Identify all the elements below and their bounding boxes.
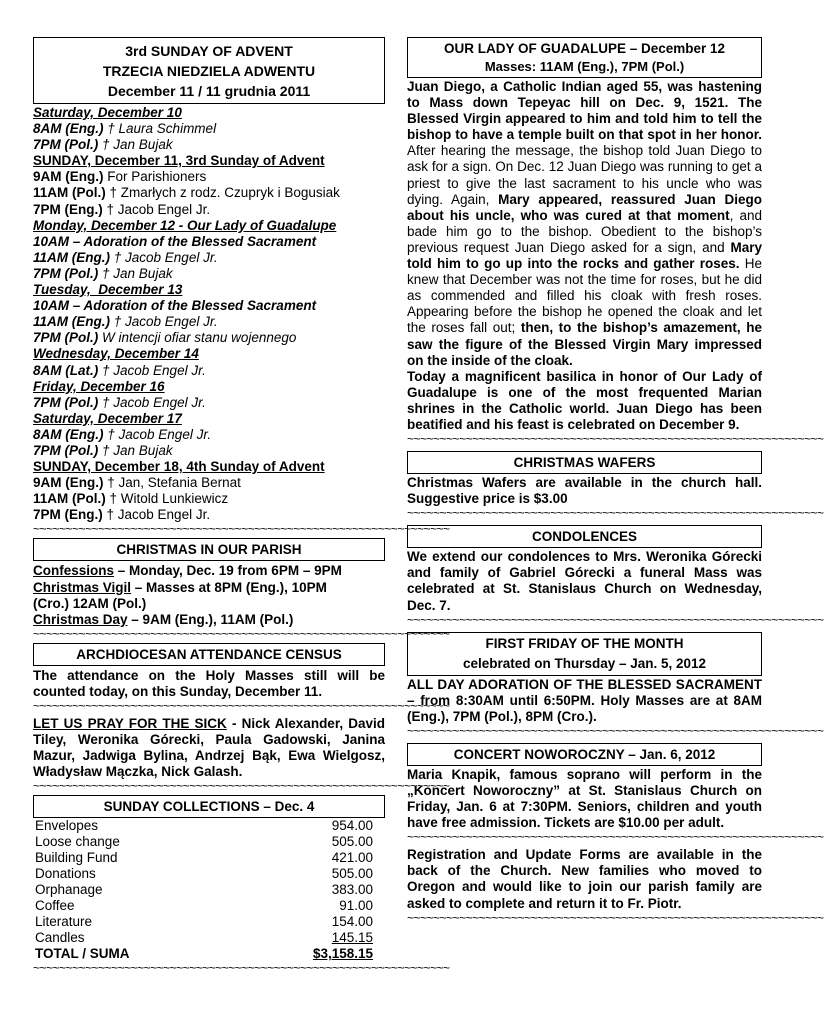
mass-intention: For Parishioners [107, 169, 207, 185]
mass-intention: † Laura Schimmel [107, 121, 217, 137]
first-friday-subtitle: celebrated on Thursday [462, 655, 616, 671]
day-heading: Saturday, December 10 [33, 105, 182, 120]
tilde-divider: ~~~~~~~~~~~~~~~~~~~~~~~~~~~~~~~~~~~~~~~~~~~~~~~~~~~~~~~~~~~~~~~~ [407, 830, 824, 845]
mass-time: 7PM (Eng.) [33, 507, 103, 523]
story-part: Mary told him to go up into the rocks and gather roses. [407, 239, 762, 272]
guadalupe-title: OUR LADY OF GUADALUPE [443, 41, 626, 56]
concert-text: Maria Knapik, famous soprano will perform in the „Koncert Noworoczny” at St. Stanislaus Church on Friday, Jan. 6 at 7:30PM. Seniors, children and youth have free admission. Tickets are $10.00 per adult. [407, 766, 762, 831]
mass-intention: † Zmarłych z rodz. Czupryk i Bogusiak [109, 185, 340, 201]
collections-date: – Dec. 4 [259, 799, 315, 815]
collection-label: Candles [35, 930, 85, 946]
guadalupe-date: – December 12 [625, 41, 726, 56]
collection-row [33, 914, 385, 930]
mass-time: 7PM (Pol.) [33, 137, 99, 153]
mass-time: 8AM (Lat.) [33, 362, 99, 378]
total-label: TOTAL / SUMA [35, 946, 130, 962]
collection-label: Loose change [35, 834, 120, 850]
mass-intention: † Jacob Engel Jr. [102, 362, 206, 378]
tilde-divider: ~~~~~~~~~~~~~~~~~~~~~~~~~~~~~~~~~~~~~~~~~~~~~~~~~~~~~~~~~~~~~~~~ [407, 723, 824, 738]
mass-time: 7PM (Pol.) [33, 330, 99, 346]
collection-row [33, 866, 385, 882]
sick-names: - Nick Alexander, David Tiley, Weronika Górecki, Paula Gadowski, Janina Mazur, Jadwiga Bylina, Andrzej Bąk, Ewa Wielgosz, Władysław Mączka, Nick Galash. [33, 716, 385, 780]
condolences-text: We extend our condolences to Mrs. Weronika Górecki and family of Gabriel Górecki a funeral Mass was celebrated at St. Stanislaus Church on Wednesday, Dec. 7. [407, 549, 762, 613]
bulletin-header [33, 37, 385, 104]
collection-amount: 505.00 [331, 866, 373, 882]
collection-amount: 383.00 [331, 882, 373, 898]
mass-intention: † Jan Bujak [102, 265, 173, 281]
day-heading: SUNDAY, December 11, 3rd Sunday of Advent [33, 153, 325, 169]
guadalupe-basilica: Today a magnificent basilica in honor of Our Lady of Guadalupe is one of the most frequented Marian shrines in the Catholic world. Juan Diego has been beatified and his feast is celebrated on December 9. [407, 368, 762, 432]
total-amount: $3,158.15 [312, 946, 373, 962]
story-part: then, to the bishop’s amazement, he saw the figure of the Blessed Virgin Mary impressed on the inside of the cloak. [407, 320, 763, 368]
guadalupe-heading [407, 37, 762, 78]
tilde-divider: ~~~~~~~~~~~~~~~~~~~~~~~~~~~~~~~~~~~~~~~~~~~~~~~~~~~~~~~~~~~~~~~~ [33, 699, 450, 713]
condolences-heading: CONDOLENCES [407, 525, 762, 548]
collection-row [33, 882, 385, 898]
collections-title: SUNDAY COLLECTIONS [103, 799, 260, 815]
collection-amount: 505.00 [331, 834, 373, 850]
collection-amount: 954.00 [331, 818, 373, 834]
mass-time: 11AM (Eng.) [33, 314, 110, 330]
vigil-text: – Masses at 8PM (Eng.), 10PM [131, 579, 327, 595]
story-part: He knew that December was not the time for roses, but he did as commended and filled his cloak with fresh roses. Appearing before the bishop he opened the cloak and let the roses fall out; [407, 256, 762, 336]
header-line1: 3rd SUNDAY OF ADVENT [125, 43, 293, 59]
collection-label: Coffee [35, 898, 75, 914]
tilde-divider: ~~~~~~~~~~~~~~~~~~~~~~~~~~~~~~~~~~~~~~~~~~~~~~~~~~~~~~~~~~~~~~~~ [33, 626, 450, 641]
first-friday-date: – Jan. 5, 2012 [615, 655, 707, 671]
tilde-divider: ~~~~~~~~~~~~~~~~~~~~~~~~~~~~~~~~~~~~~~~~~~~~~~~~~~~~~~~~~~~~~~~~ [407, 612, 824, 627]
collections-table [33, 818, 385, 962]
mass-time: 7PM (Pol.) [33, 442, 99, 458]
collections-total-row [33, 946, 385, 962]
story-part: Mary appeared, reassured Juan Diego about his uncle, who was cured at that moment [407, 191, 762, 223]
mass-time: 8AM (Eng.) [33, 121, 104, 137]
collection-amount: 145.15 [331, 930, 373, 946]
mass-intention: † Jacob Engel Jr. [102, 394, 206, 410]
adoration-line: 10AM – Adoration of the Blessed Sacrament [33, 298, 317, 314]
mass-intention: † Jan Bujak [102, 442, 173, 458]
day-heading: Tuesday, December 13 [33, 282, 183, 298]
collection-row [33, 818, 385, 834]
mass-time: 9AM (Eng.) [33, 169, 104, 185]
mass-time: 7PM (Pol.) [33, 265, 99, 281]
collection-row [33, 930, 385, 946]
tilde-divider: ~~~~~~~~~~~~~~~~~~~~~~~~~~~~~~~~~~~~~~~~~~~~~~~~~~~~~~~~~~~~~~~~ [407, 506, 824, 521]
collections-heading [33, 795, 385, 818]
day-heading: Friday, December 16 [33, 378, 165, 394]
header-line2: TRZECIA NIEDZIELA ADWENTU [102, 63, 316, 79]
christmas-section [33, 563, 385, 627]
day-heading: SUNDAY, December 18, 4th Sunday of Advent [33, 459, 325, 475]
tilde-divider: ~~~~~~~~~~~~~~~~~~~~~~~~~~~~~~~~~~~~~~~~~~~~~~~~~~~~~~~~~~~~~~~~ [407, 910, 824, 925]
wafers-text: Christmas Wafers are available in the church hall. Suggestive price is $3.00 [407, 475, 762, 507]
concert-title: CONCERT NOWOROCZNY [453, 746, 625, 762]
vigil-text-continued: (Cro.) 12AM (Pol.) [33, 595, 147, 611]
mass-intention: † Jan, Stefania Bernat [107, 475, 241, 491]
mass-time: 11AM (Eng.) [33, 249, 110, 265]
confessions-label: Confessions [33, 563, 115, 579]
tilde-divider: ~~~~~~~~~~~~~~~~~~~~~~~~~~~~~~~~~~~~~~~~~~~~~~~~~~~~~~~~~~~~~~~~ [33, 522, 450, 537]
collection-label: Envelopes [35, 818, 99, 834]
concert-date: – Jan. 6, 2012 [624, 746, 716, 762]
mass-time: 8AM (Eng.) [33, 426, 104, 442]
mass-schedule [33, 105, 385, 523]
mass-time: 11AM (Pol.) [33, 491, 106, 507]
first-friday-title: FIRST FRIDAY OF THE MONTH [485, 635, 684, 651]
mass-intention: † Jacob Engel Jr. [113, 314, 218, 330]
day-heading: Wednesday, December 14 [33, 346, 199, 362]
mass-intention: † Jacob Engel Jr. [106, 507, 211, 523]
mass-intention: † Jan Bujak [102, 137, 173, 153]
census-text: The attendance on the Holy Masses still will be counted today, on this Sunday, December 11. [33, 667, 385, 699]
christmas-day-text: – 9AM (Eng.), 11AM (Pol.) [127, 611, 294, 627]
concert-heading [407, 743, 762, 766]
collection-row [33, 850, 385, 866]
registration-text: Registration and Update Forms are available in the back of the Church. New families who moved to Oregon and would like to join our parish family are asked to complete and return it to Fr. Piotr. [407, 847, 762, 911]
mass-intention: † Jacob Engel Jr. [107, 426, 212, 442]
tilde-divider: ~~~~~~~~~~~~~~~~~~~~~~~~~~~~~~~~~~~~~~~~~~~~~~~~~~~~~~~~~~~~~~~~ [407, 432, 824, 447]
tilde-divider: ~~~~~~~~~~~~~~~~~~~~~~~~~~~~~~~~~~~~~~~~~~~~~~~~~~~~~~~~~~~~~~~~ [33, 779, 450, 794]
first-friday-heading [407, 632, 762, 676]
mass-intention: † Witold Lunkiewicz [109, 491, 229, 507]
collection-amount: 91.00 [339, 898, 373, 914]
confessions-text: – Monday, Dec. 19 from 6PM – 9PM [114, 563, 342, 579]
collection-amount: 421.00 [331, 850, 373, 866]
wafers-heading: CHRISTMAS WAFERS [407, 451, 762, 474]
collection-label: Donations [35, 866, 96, 882]
day-heading: Monday, December 12 - Our Lady of Guadalupe [33, 217, 337, 233]
vigil-label: Christmas Vigil [33, 579, 132, 595]
collection-label: Building Fund [35, 850, 118, 866]
christmas-heading: CHRISTMAS IN OUR PARISH [33, 538, 385, 561]
mass-time: 9AM (Eng.) [33, 475, 104, 491]
sick-label: LET US PRAY FOR THE SICK [33, 716, 227, 731]
story-part: , and bade him go to the bishop. Obedient to the bishop’s previous request Juan Diego asked for a sign, and [407, 207, 762, 255]
mass-intention: † Jacob Engel Jr. [113, 249, 218, 265]
guadalupe-story [407, 79, 762, 369]
first-friday-text: ALL DAY ADORATION OF THE BLESSED SACRAMENT – from 8:30AM until 6:50PM. Holy Masses are at 8AM (Eng.), 7PM (Pol.), 8PM (Cro.). [407, 676, 762, 724]
christmas-day-label: Christmas Day [33, 611, 128, 627]
mass-intention: W intencji ofiar stanu wojennego [102, 330, 297, 346]
tilde-divider: ~~~~~~~~~~~~~~~~~~~~~~~~~~~~~~~~~~~~~~~~~~~~~~~~~~~~~~~~~~~~~~~~ [33, 961, 450, 976]
collection-label: Literature [35, 914, 93, 930]
collection-row [33, 898, 385, 914]
collection-row [33, 834, 385, 850]
day-heading: Saturday, December 17 [33, 410, 182, 426]
story-part: After hearing the message, the bishop told Juan Diego to ask for a sign. On Dec. 12 Juan Diego was running to get a priest to give the last sacrament to his uncle who was dying. Again, [407, 143, 762, 207]
collection-label: Orphanage [35, 882, 103, 898]
census-heading: ARCHDIOCESAN ATTENDANCE CENSUS [33, 643, 385, 666]
collection-amount: 154.00 [331, 914, 373, 930]
mass-time: 11AM (Pol.) [33, 185, 106, 201]
left-column [33, 37, 450, 976]
sick-prayer [33, 716, 385, 780]
adoration-line: 10AM – Adoration of the Blessed Sacrament [33, 233, 317, 249]
mass-time: 7PM (Eng.) [33, 201, 103, 217]
story-part: Juan Diego, a Catholic Indian aged 55, was hastening to Mass down Tepeyac hill on Dec. 9, 1521. The Blessed Virgin appeared to him and told him to tell the bishop to have a temple built on that spot in her honor. [407, 79, 762, 143]
right-column [407, 37, 824, 925]
header-date: December 11 / 11 grudnia 2011 [107, 83, 311, 99]
guadalupe-masses: Masses: 11AM (Eng.), 7PM (Pol.) [484, 59, 685, 74]
mass-time: 7PM (Pol.) [33, 394, 99, 410]
mass-intention: † Jacob Engel Jr. [106, 201, 211, 217]
